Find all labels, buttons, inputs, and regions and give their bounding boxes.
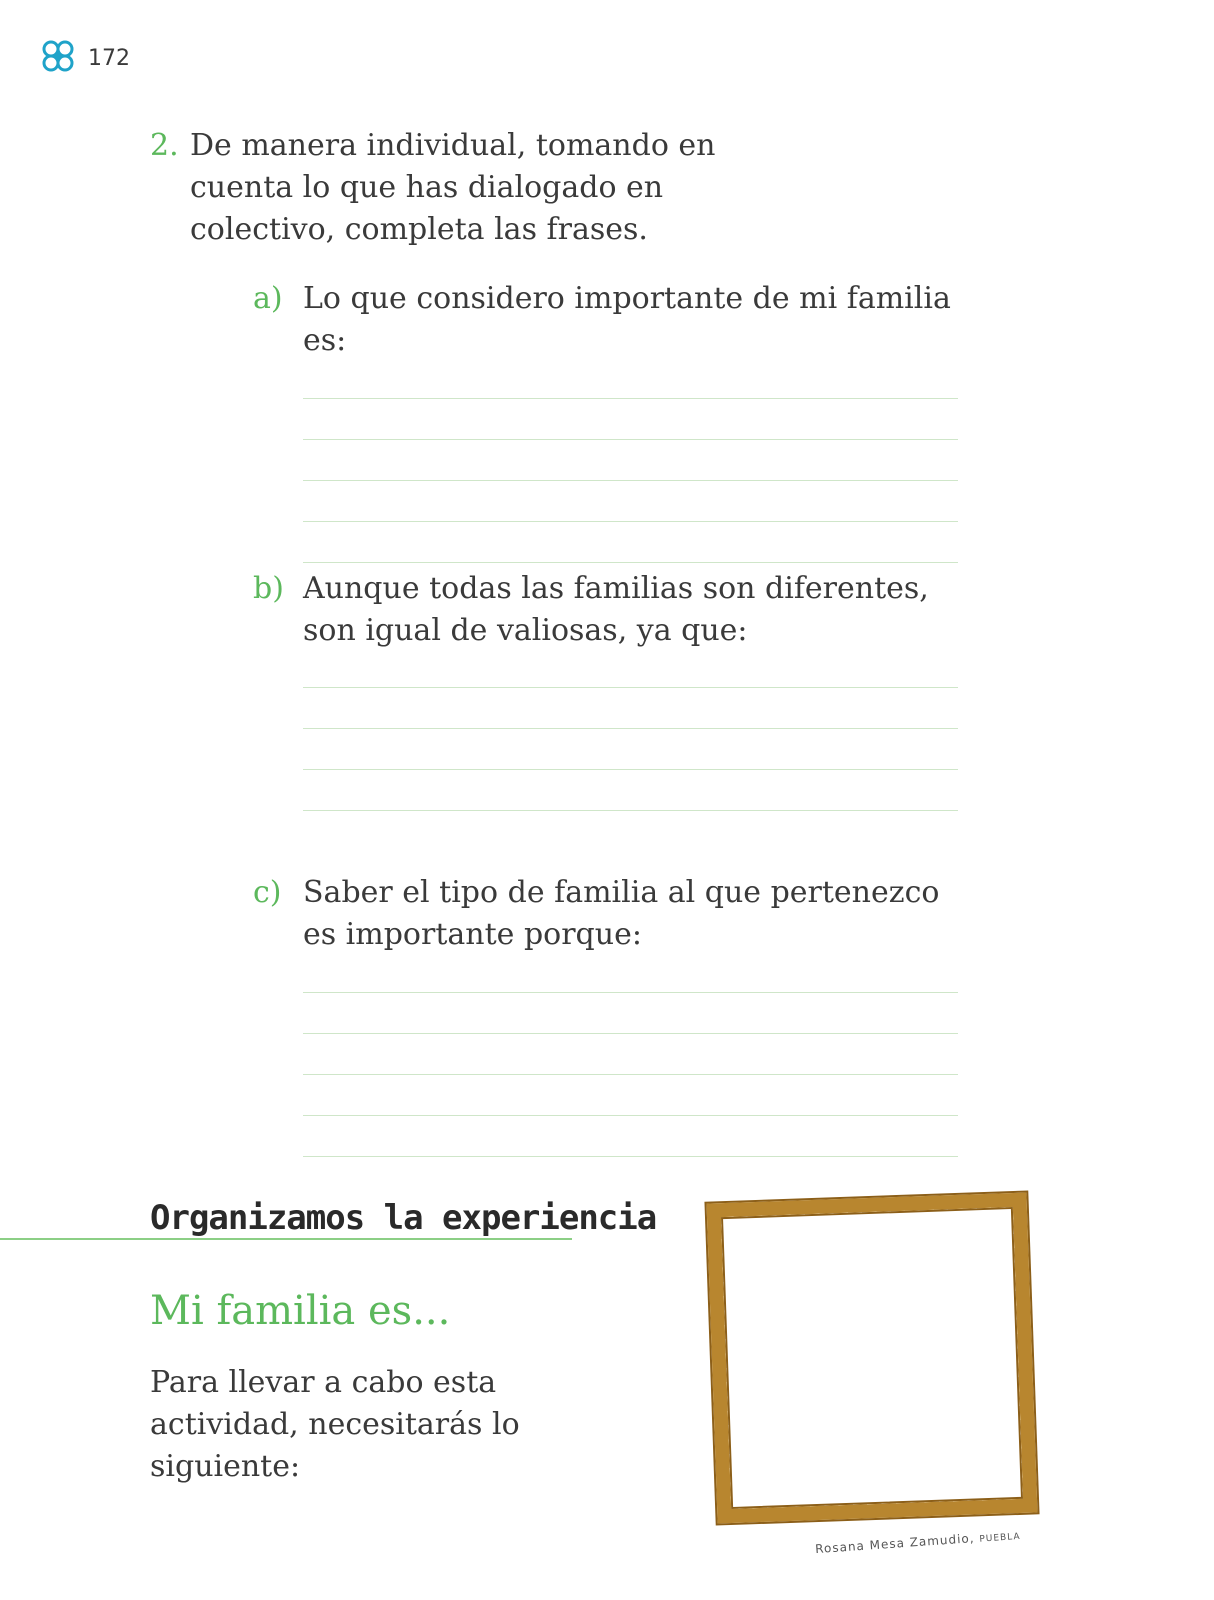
picture-frame-border: [707, 1193, 1038, 1524]
subquestion-letter: c): [253, 875, 282, 910]
answer-line[interactable]: [303, 439, 958, 440]
page-number: 172: [88, 45, 130, 71]
picture-frame: [707, 1193, 1038, 1524]
answer-line[interactable]: [303, 1033, 958, 1034]
answer-line[interactable]: [303, 398, 958, 399]
page-header: [40, 38, 130, 78]
answer-line[interactable]: [303, 810, 958, 811]
answer-line[interactable]: [303, 562, 958, 563]
subquestion-letter: b): [253, 571, 284, 606]
subquestion-c: [253, 872, 953, 956]
question-2: [150, 125, 770, 251]
answer-line[interactable]: [303, 769, 958, 770]
credit-name: Rosana Mesa Zamudio,: [814, 1531, 976, 1557]
flower-ornament-icon: [40, 38, 76, 78]
illustration-credit: [815, 1528, 1021, 1556]
credit-place: PUEBLA: [979, 1531, 1021, 1545]
subquestion-a: [253, 278, 953, 362]
subquestion-letter: a): [253, 281, 283, 316]
answer-line[interactable]: [303, 687, 958, 688]
question-text: De manera individual, tomando en cuenta lo que has dialogado en colectivo, completa las frases.: [190, 128, 716, 247]
answer-line[interactable]: [303, 1156, 958, 1157]
activity-text: Para llevar a cabo esta actividad, necesitarás lo siguiente:: [150, 1365, 520, 1484]
activity-title: Mi familia es...: [150, 1288, 451, 1334]
answer-line[interactable]: [303, 728, 958, 729]
answer-line[interactable]: [303, 1074, 958, 1075]
subquestion-b: [253, 568, 953, 652]
answer-line[interactable]: [303, 480, 958, 481]
subquestion-text: Aunque todas las familias son diferentes, son igual de valiosas, ya que:: [303, 571, 929, 648]
section-heading: Organizamos la experiencia: [150, 1198, 657, 1238]
answer-line[interactable]: [303, 992, 958, 993]
answer-line[interactable]: [303, 521, 958, 522]
answer-line[interactable]: [303, 1115, 958, 1116]
subquestion-text: Saber el tipo de familia al que pertenezco es importante porque:: [303, 875, 940, 952]
section-divider: [0, 1238, 572, 1240]
question-number: 2.: [150, 128, 179, 163]
subquestion-text: Lo que considero importante de mi familia es:: [303, 281, 951, 358]
